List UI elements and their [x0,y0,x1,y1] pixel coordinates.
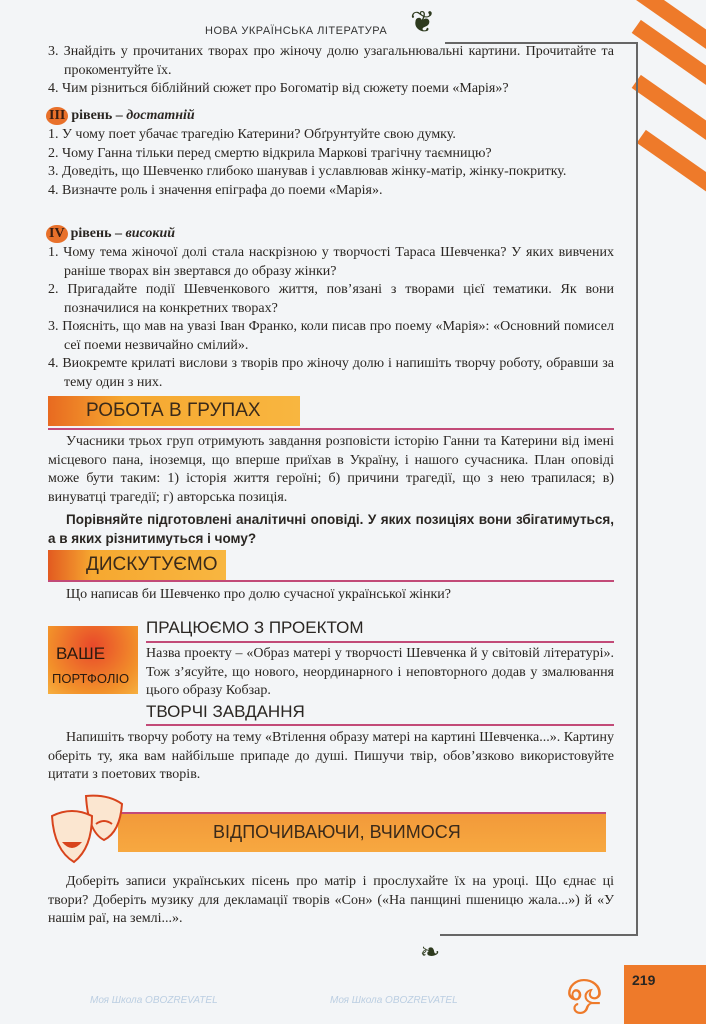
section-title: РОБОТА В ГРУПАХ [86,400,261,421]
section-banner-relax [118,812,606,852]
level-label: рівень – [70,226,126,241]
level4-section [48,224,614,392]
divider [146,641,614,643]
frame-bottom-line [440,934,638,936]
level3-section [48,106,614,200]
level-heading [46,224,614,244]
divider [48,580,614,582]
level-name: високий [125,226,176,241]
theater-masks-icon [46,792,126,867]
question-item: 3. Поясніть, що мав на увазі Іван Франко, коли писав про поему «Марія»: «Основний помисел сеї поеми незвичайно смілий». [48,319,614,353]
watermark: Моя Школа OBOZREVATEL [330,995,458,1006]
section-banner-discuss [48,550,226,580]
question-item: 3. Доведіть, що Шевченко глибоко шанував і уславлював жінку-матір, жінку-покритку. [48,164,567,179]
portfolio-text: Назва проекту – «Образ матері у творчості Шевченка й у світовій літературі». Тож з’ясуйте, що нового, неординарного і неповторного додав у змалювання цього образу Кобзар. [146,646,614,698]
subsection-title: ТВОРЧІ ЗАВДАННЯ [146,702,305,721]
level-name: достатній [126,108,195,123]
question-item: 4. Визначте роль і значення епіграфа до поеми «Марія». [48,182,383,198]
section-title: ДИСКУТУЄМО [86,554,218,575]
right-margin-cover [637,215,706,945]
question-item: 4. Виокремте крилаті вислови з творів про жіночу долю і напишіть творчу роботу, обравши за тему один з них. [48,356,614,390]
section-banner-groups [48,396,300,426]
frame-right-line [636,42,638,935]
section-title: ВІДПОЧИВАЮЧИ, ВЧИМОСЯ [213,822,461,842]
top-questions [48,43,614,99]
groups-section [48,433,614,548]
question-item: 1. Чому тема жіночої долі стала наскрізною у творчості Тараса Шевченка? У яких вивчених раніше творах він звертався до образу жінки? [48,245,614,279]
creative-text: Напишіть творчу роботу на тему «Втілення образу матері на картині Шевченка...». Картину оберіть ту, яка вам найбільше припаде до душі. Пишучи твір, обов’язково використовуйте цитати з поетових творів. [48,730,614,782]
question-item: 2. Пригадайте події Шевченкового життя, пов’язані з творами цієї тематики. Як вони позначилися на конкретних творах? [48,282,614,316]
question-item: 1. У чому поет убачає трагедію Катерини? Обґрунтуйте свою думку. [48,127,456,142]
portfolio-badge-line1: ВАШЕ [56,644,106,663]
level-label: рівень – [71,108,127,123]
level-heading [46,106,614,126]
level-badge: III [46,107,68,125]
question-item: 3. Знайдіть у прочитаних творах про жіночу долю узагальнювальні картини. Прочитайте та прокоментуйте їх. [48,44,614,78]
subsection-title: ПРАЦЮЄМО З ПРОЕКТОМ [146,618,364,637]
groups-text: Учасники трьох груп отримують завдання розповісти історію Ганни та Катерини від імені місцевого пана, іноземця, що вперше приїхав в Україну, і нашого сучасника. План оповіді може бути таким: 1) історія життя героїні; б) причини трагедії, що з нею трапилася; в) винуватці трагедії; г) авторська позиція. [48,434,614,505]
divider [48,428,614,430]
ornament-icon: ❧ [420,938,441,966]
divider [146,724,614,726]
running-header: НОВА УКРАЇНСЬКА ЛІТЕРАТУРА [205,25,388,37]
portfolio-badge [48,626,138,694]
question-item: 2. Чому Ганна тільки перед смертю відкрила Маркові трагічну таємницю? [48,145,492,161]
portfolio-badge-line2: ПОРТФОЛІО [52,671,130,686]
relax-text: Доберіть записи українських пісень про матір і прослухайте їх на уроці. Що єднає ці твори? Доберіть музику для декламації творів «Сон» («На панщині пшеницю жала...») й «У нашім раї, на землі...». [48,874,614,926]
ornament-icon: ❦ [410,5,436,40]
discuss-text: Що написав би Шевченко про долю сучасної української жінки? [66,587,451,602]
question-item: 4. Чим різниться біблійний сюжет про Богоматір від сюжету поеми «Марія»? [48,81,509,96]
page-number: 219 [632,972,656,988]
groups-bold-text: Порівняйте підготовлені аналітичні оповіді. У яких позиціях вони збігатимуться, а в яких різнитимуться і чому? [48,512,614,546]
level-badge: IV [46,225,68,243]
curl-ornament-icon: ஒ [566,961,603,1012]
watermark: Моя Школа OBOZREVATEL [90,995,218,1006]
